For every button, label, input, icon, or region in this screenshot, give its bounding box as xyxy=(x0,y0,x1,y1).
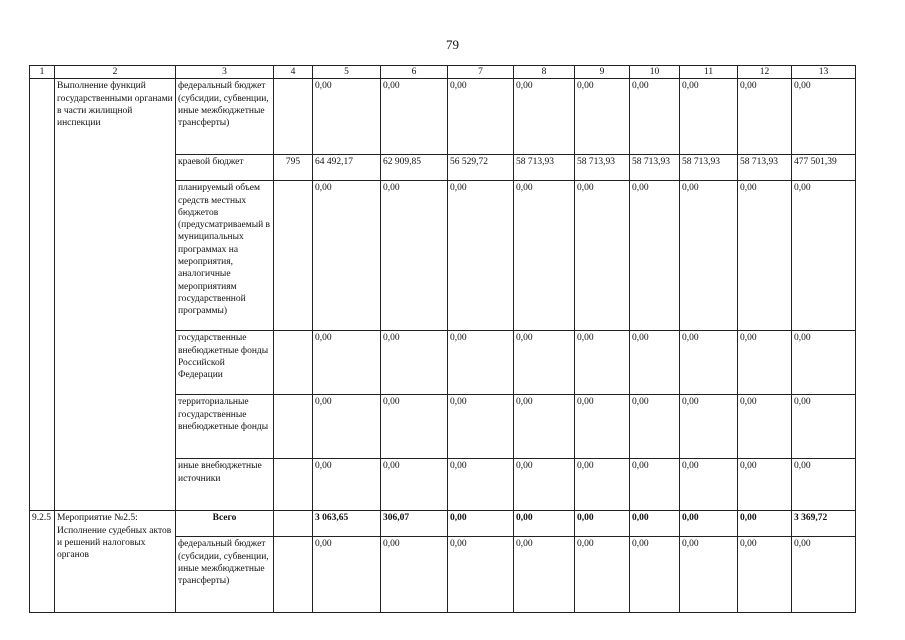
column-number-row xyxy=(30,66,856,79)
column-number: 4 xyxy=(274,66,313,79)
column-number: 11 xyxy=(680,66,738,79)
amount-cell: 0,00 xyxy=(514,331,575,395)
amount-cell: 0,00 xyxy=(680,181,738,331)
amount-cell: 58 713,93 xyxy=(514,155,575,181)
column-number: 9 xyxy=(575,66,630,79)
column-number: 2 xyxy=(55,66,176,79)
budget-code xyxy=(274,459,313,511)
amount-cell: 0,00 xyxy=(575,331,630,395)
budget-code: 795 xyxy=(274,155,313,181)
amount-cell: 58 713,93 xyxy=(630,155,680,181)
amount-cell: 0,00 xyxy=(514,181,575,331)
amount-cell: 0,00 xyxy=(680,331,738,395)
budget-table xyxy=(29,65,856,613)
budget-code xyxy=(274,537,313,613)
amount-cell: 0,00 xyxy=(381,459,448,511)
amount-cell: 0,00 xyxy=(680,79,738,155)
amount-cell: 0,00 xyxy=(381,331,448,395)
amount-cell: 0,00 xyxy=(792,395,856,459)
funding-source: федеральный бюджет (субсидии, субвенции, иные межбюджетные трансферты) xyxy=(176,537,274,613)
budget-code xyxy=(274,331,313,395)
column-number: 12 xyxy=(738,66,792,79)
amount-cell: 0,00 xyxy=(448,79,514,155)
amount-cell: 0,00 xyxy=(448,511,514,537)
budget-code xyxy=(274,181,313,331)
amount-cell: 0,00 xyxy=(313,331,381,395)
funding-source: иные внебюджетные источники xyxy=(176,459,274,511)
page-number: 79 xyxy=(446,37,459,52)
funding-source: Всего xyxy=(176,511,274,537)
amount-cell: 0,00 xyxy=(738,181,792,331)
amount-cell: 56 529,72 xyxy=(448,155,514,181)
amount-cell: 0,00 xyxy=(630,181,680,331)
amount-cell: 0,00 xyxy=(630,459,680,511)
budget-row xyxy=(30,511,856,537)
column-number: 5 xyxy=(313,66,381,79)
amount-cell: 0,00 xyxy=(313,181,381,331)
amount-cell: 0,00 xyxy=(792,459,856,511)
amount-cell: 0,00 xyxy=(514,511,575,537)
measure-name: Выполнение функций государственными органами в части жилищной инспекции xyxy=(55,79,176,511)
amount-cell: 0,00 xyxy=(792,79,856,155)
amount-cell: 0,00 xyxy=(448,331,514,395)
amount-cell: 0,00 xyxy=(738,79,792,155)
column-number: 8 xyxy=(514,66,575,79)
amount-cell: 0,00 xyxy=(575,181,630,331)
funding-source: краевой бюджет xyxy=(176,155,274,181)
funding-source: территориальные государственные внебюджетные фонды xyxy=(176,395,274,459)
amount-cell: 0,00 xyxy=(575,537,630,613)
amount-cell: 0,00 xyxy=(738,331,792,395)
amount-cell: 0,00 xyxy=(792,181,856,331)
column-number: 13 xyxy=(792,66,856,79)
amount-cell: 0,00 xyxy=(630,79,680,155)
amount-cell: 306,07 xyxy=(381,511,448,537)
amount-cell: 0,00 xyxy=(514,79,575,155)
column-number: 1 xyxy=(30,66,55,79)
amount-cell: 0,00 xyxy=(680,537,738,613)
amount-cell: 0,00 xyxy=(514,537,575,613)
amount-cell: 62 909,85 xyxy=(381,155,448,181)
amount-cell: 477 501,39 xyxy=(792,155,856,181)
amount-cell: 0,00 xyxy=(738,459,792,511)
amount-cell: 0,00 xyxy=(575,395,630,459)
funding-source: государственные внебюджетные фонды Российской Федерации xyxy=(176,331,274,395)
amount-cell: 0,00 xyxy=(313,537,381,613)
amount-cell: 0,00 xyxy=(630,511,680,537)
amount-cell: 0,00 xyxy=(575,459,630,511)
amount-cell: 0,00 xyxy=(630,537,680,613)
amount-cell: 0,00 xyxy=(381,395,448,459)
amount-cell: 0,00 xyxy=(630,331,680,395)
amount-cell: 0,00 xyxy=(448,181,514,331)
amount-cell: 0,00 xyxy=(738,395,792,459)
funding-source: федеральный бюджет (субсидии, субвенции, иные межбюджетные трансферты) xyxy=(176,79,274,155)
budget-code xyxy=(274,511,313,537)
amount-cell: 3 369,72 xyxy=(792,511,856,537)
amount-cell: 0,00 xyxy=(792,331,856,395)
amount-cell: 0,00 xyxy=(381,181,448,331)
funding-source: планируемый объем средств местных бюджетов (предусматриваемый в муниципальных программах на мероприятия, аналогичные мероприятиям государственной программы) xyxy=(176,181,274,331)
amount-cell: 0,00 xyxy=(575,511,630,537)
amount-cell: 0,00 xyxy=(514,459,575,511)
amount-cell: 0,00 xyxy=(680,459,738,511)
budget-code xyxy=(274,395,313,459)
amount-cell: 0,00 xyxy=(575,79,630,155)
budget-code xyxy=(274,79,313,155)
measure-name: Мероприятие №2.5: Исполнение судебных актов и решений налоговых органов xyxy=(55,511,176,613)
budget-row xyxy=(30,79,856,155)
column-number: 10 xyxy=(630,66,680,79)
amount-cell: 0,00 xyxy=(792,537,856,613)
amount-cell: 0,00 xyxy=(680,511,738,537)
amount-cell: 58 713,93 xyxy=(738,155,792,181)
amount-cell: 0,00 xyxy=(381,537,448,613)
amount-cell: 0,00 xyxy=(630,395,680,459)
amount-cell: 0,00 xyxy=(448,459,514,511)
amount-cell: 0,00 xyxy=(313,79,381,155)
column-number: 7 xyxy=(448,66,514,79)
amount-cell: 0,00 xyxy=(313,459,381,511)
amount-cell: 3 063,65 xyxy=(313,511,381,537)
row-code: 9.2.5 xyxy=(30,511,55,613)
amount-cell: 0,00 xyxy=(448,395,514,459)
amount-cell: 0,00 xyxy=(738,511,792,537)
amount-cell: 0,00 xyxy=(680,395,738,459)
amount-cell: 0,00 xyxy=(514,395,575,459)
amount-cell: 0,00 xyxy=(313,395,381,459)
row-code xyxy=(30,79,55,511)
amount-cell: 0,00 xyxy=(448,537,514,613)
amount-cell: 64 492,17 xyxy=(313,155,381,181)
column-number: 6 xyxy=(381,66,448,79)
amount-cell: 58 713,93 xyxy=(680,155,738,181)
amount-cell: 0,00 xyxy=(738,537,792,613)
column-number: 3 xyxy=(176,66,274,79)
amount-cell: 0,00 xyxy=(381,79,448,155)
amount-cell: 58 713,93 xyxy=(575,155,630,181)
